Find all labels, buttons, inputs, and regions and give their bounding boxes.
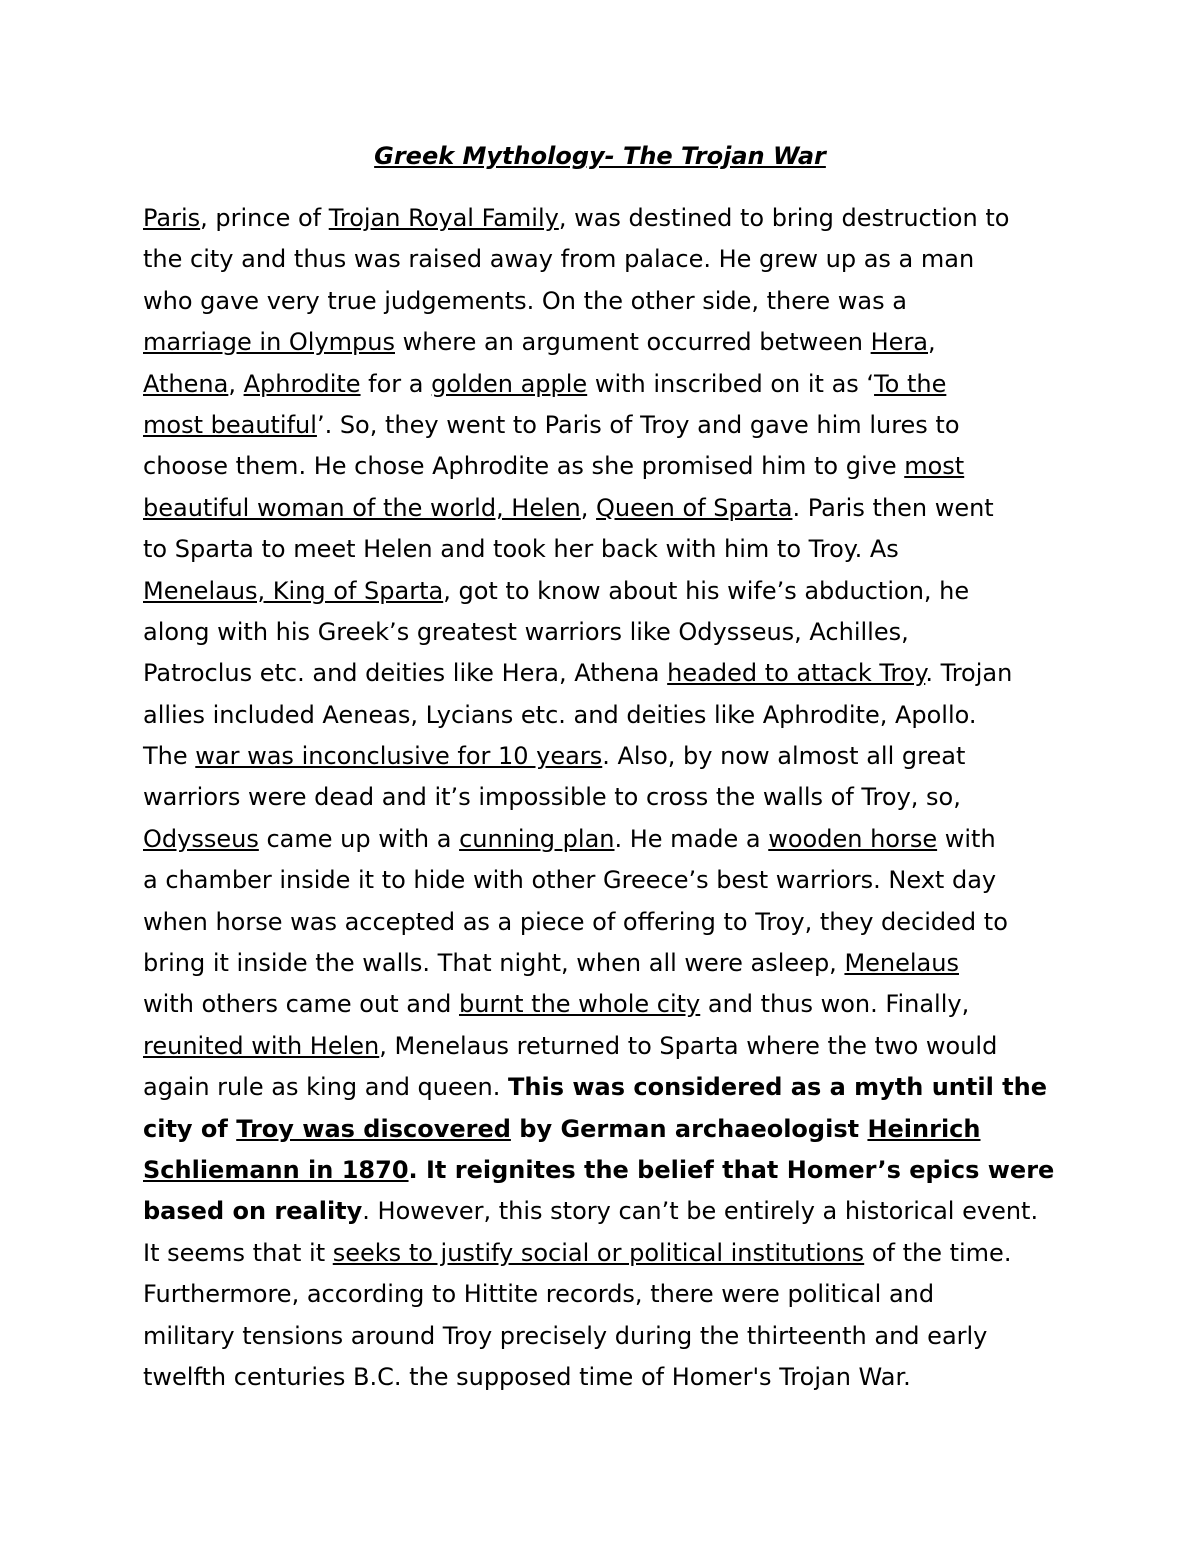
underlined-phrase: Menelaus — [844, 949, 959, 978]
text-segment: military tensions around Troy precisely during the thirteenth and early — [143, 1321, 988, 1350]
text-segment: , Menelaus returned to Sparta where the two would — [379, 1031, 998, 1060]
text-segment: warriors were dead and it’s impossible to cross the walls of Troy, so, — [143, 783, 961, 812]
text-line — [143, 653, 1083, 694]
text-segment: twelfth centuries B.C. the supposed time of Homer's Trojan War. — [143, 1362, 911, 1391]
bold-phrase: . It reignites the belief that Homer’s epics were — [408, 1155, 1055, 1184]
text-line — [143, 777, 1083, 818]
underlined-phrase: cunning plan — [459, 824, 615, 853]
text-segment: , got to know about his wife’s abduction, he — [443, 576, 970, 605]
text-line — [143, 322, 1083, 363]
underlined-phrase: reunited with Helen — [143, 1031, 380, 1060]
underlined-phrase: seeks to justify social or political institutions — [332, 1238, 865, 1267]
text-segment: , prince of — [200, 204, 329, 232]
underlined-phrase: wooden horse — [768, 824, 938, 853]
text-line — [143, 446, 1083, 487]
text-segment: , was destined to bring destruction to — [558, 204, 1010, 232]
text-line — [143, 529, 1083, 570]
text-segment: . Trojan — [925, 659, 1013, 688]
text-segment: again rule as king and queen. — [143, 1073, 509, 1102]
text-line — [143, 1067, 1083, 1108]
bold-phrase: This was considered as a myth until the — [508, 1073, 1048, 1102]
underlined-phrase: burnt the whole city — [459, 990, 701, 1019]
underlined-phrase: headed to attack Troy — [667, 659, 926, 688]
underlined-phrase: Hera — [870, 328, 929, 357]
underlined-phrase: war was inconclusive for 10 years — [195, 742, 603, 771]
text-line — [143, 1191, 1083, 1232]
text-segment: . However, this story can’t be entirely a historical event. — [362, 1197, 1039, 1226]
text-line — [143, 1233, 1083, 1274]
text-line — [143, 405, 1083, 446]
text-segment: Patroclus etc. and deities like Hera, Athena — [143, 659, 668, 688]
text-segment: to Sparta to meet Helen and took her back with him to Troy. As — [143, 535, 899, 564]
text-line — [143, 736, 1083, 777]
text-segment: of the time. — [864, 1238, 1012, 1267]
text-segment: bring it inside the walls. That night, when all were asleep, — [143, 949, 845, 978]
underlined-phrase: marriage in Olympus — [143, 328, 395, 357]
text-line — [143, 1150, 1083, 1191]
underlined-phrase: Odysseus — [143, 824, 259, 853]
text-segment: when horse was accepted as a piece of offering to Troy, they decided to — [143, 907, 1008, 936]
text-line — [143, 819, 1083, 860]
text-line — [143, 1274, 1083, 1315]
text-segment: where an argument occurred between — [395, 328, 871, 357]
text-segment: , — [580, 493, 597, 522]
text-segment: who gave very true judgements. On the other side, there was a — [143, 286, 907, 315]
text-line — [143, 198, 1083, 239]
text-segment: for a — [360, 369, 432, 398]
text-line — [143, 281, 1083, 322]
underlined-phrase: Queen of Sparta — [596, 493, 793, 522]
text-line — [143, 239, 1083, 280]
underlined-phrase: Athena — [143, 369, 229, 398]
underlined-phrase: Trojan Royal Family — [328, 204, 559, 232]
text-segment: came up with a — [258, 824, 460, 853]
underlined-phrase: To the — [874, 369, 947, 398]
text-segment: . He made a — [614, 824, 769, 853]
text-segment: and thus won. Finally, — [700, 990, 970, 1019]
text-segment: . Paris then went — [792, 493, 994, 522]
body-paragraph — [143, 198, 1083, 1398]
text-segment: The — [143, 742, 196, 771]
text-line — [143, 1316, 1083, 1357]
text-line — [143, 571, 1083, 612]
underlined-phrase: Schliemann in 1870 — [143, 1155, 409, 1184]
text-line — [143, 612, 1083, 653]
underlined-phrase: most — [904, 452, 965, 481]
text-line — [143, 695, 1083, 736]
text-line — [143, 488, 1083, 529]
text-segment: . Also, by now almost all great — [602, 742, 966, 771]
text-segment: along with his Greek’s greatest warriors like Odysseus, Achilles, — [143, 617, 909, 646]
text-segment: It seems that it — [143, 1238, 333, 1267]
text-segment: with inscribed on it as ‘ — [587, 369, 875, 398]
underlined-phrase: most beautiful — [143, 410, 317, 439]
text-segment: with — [937, 824, 996, 853]
bold-phrase: by German archaeologist — [510, 1114, 868, 1143]
underlined-phrase: Troy was discovered — [236, 1114, 511, 1143]
text-segment: , — [928, 328, 936, 357]
text-segment: Furthermore, according to Hittite records, there were political and — [143, 1280, 935, 1309]
text-line — [143, 1026, 1083, 1067]
underlined-phrase: beautiful woman of the world, Helen — [143, 493, 581, 522]
underlined-phrase: golden apple — [431, 369, 588, 398]
page-title: Greek Mythology- The Trojan War — [374, 142, 826, 170]
bold-phrase: city of — [143, 1114, 237, 1143]
bold-phrase: based on reality — [143, 1197, 363, 1226]
underlined-phrase: Aphrodite — [243, 369, 361, 398]
text-line — [143, 364, 1083, 405]
underlined-phrase: Menelaus, King of Sparta — [143, 576, 444, 605]
text-line — [143, 902, 1083, 943]
text-line — [143, 860, 1083, 901]
text-line — [143, 984, 1083, 1025]
underlined-phrase: Paris — [143, 204, 201, 232]
text-segment: ’. So, they went to Paris of Troy and gave him lures to — [316, 410, 960, 439]
underlined-phrase: Heinrich — [867, 1114, 981, 1143]
text-line — [143, 943, 1083, 984]
text-segment: the city and thus was raised away from palace. He grew up as a man — [143, 245, 975, 274]
text-segment: allies included Aeneas, Lycians etc. and deities like Aphrodite, Apollo. — [143, 700, 977, 729]
text-line — [143, 1357, 1083, 1398]
text-segment: a chamber inside it to hide with other Greece’s best warriors. Next day — [143, 866, 997, 895]
text-segment: choose them. He chose Aphrodite as she promised him to give — [143, 452, 905, 481]
text-segment: , — [228, 369, 244, 398]
text-segment: with others came out and — [143, 990, 460, 1019]
text-line — [143, 1109, 1083, 1150]
